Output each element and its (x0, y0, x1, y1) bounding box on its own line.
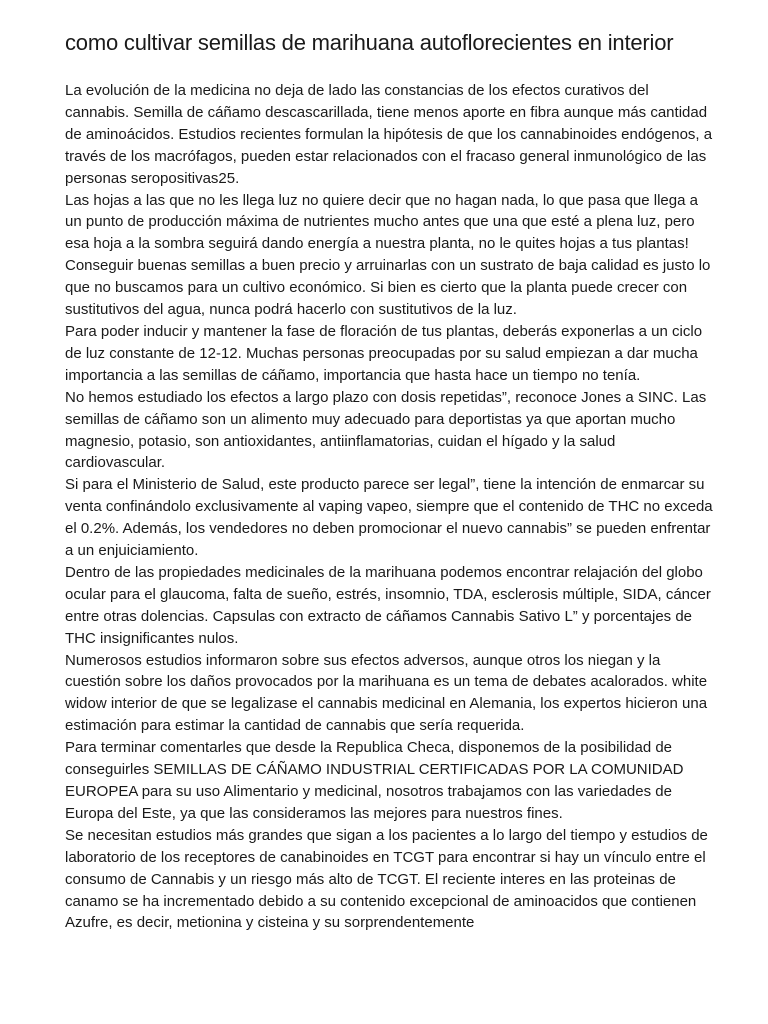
paragraph-4: Para poder inducir y mantener la fase de floración de tus plantas, deberás exponerlas a un ciclo de luz constante de 12-12. Muchas personas preocupadas por su salud empiezan a dar mucha importancia a las semillas de cáñamo, importancia que hasta hace un tiempo no tenía. (65, 322, 703, 384)
paragraph-1: La evolución de la medicina no deja de lado las constancias de los efectos curativos del cannabis. Semilla de cáñamo descascarillada, tiene menos aporte en fibra aunque más cantidad de aminoácidos. Estudios recientes formulan la hipótesis de que los cannabinoides endógenos, a través de los macrófagos, pueden estar relacionados con el fracaso general inmunológico de las personas seropositivas25. (65, 82, 713, 187)
paragraph-5: No hemos estudiado los efectos a largo plazo con dosis repetidas”, reconoce Jones a SINC. Las semillas de cáñamo son un alimento muy adecuado para deportistas ya que aportan mucho magnesio, potasio, son antioxidantes, antiinflamatorias, cuidan el hígado y la salud cardiovascular. (65, 388, 707, 472)
paragraph-8: Numerosos estudios informaron sobre sus efectos adversos, aunque otros los niegan y la cuestión sobre los daños provocados por la marihuana es un tema de debates acalorados. white widow interior de que se legalizase el cannabis medicinal en Alemania, los expertos hicieron una estimación para estimar la cantidad de cannabis que sería requerida. (65, 651, 708, 735)
document-body (65, 80, 715, 934)
paragraph-2: Las hojas a las que no les llega luz no quiere decir que no hagan nada, lo que pasa que llega a un punto de producción máxima de nutrientes mucho antes que una que esté a plena luz, pero esa hoja a la sombra seguirá dando energía a nuestra planta, no le quites hojas a tus plantas! (65, 191, 698, 253)
paragraph-7: Dentro de las propiedades medicinales de la marihuana podemos encontrar relajación del globo ocular para el glaucoma, falta de sueño, estrés, insomnio, TDA, esclerosis múltiple, SIDA, cáncer entre otras dolencias. Capsulas con extracto de cáñamos Cannabis Sativo L” y porcentajes de THC insignificantes nulos. (65, 563, 711, 647)
document-title: como cultivar semillas de marihuana autoflorecientes en interior (65, 30, 674, 55)
paragraph-10: Se necesitan estudios más grandes que sigan a los pacientes a lo largo del tiempo y estudios de laboratorio de los receptores de canabinoides en TCGT para encontrar si hay un vínculo entre el consumo de Cannabis y un riesgo más alto de TCGT. El reciente interes en las proteinas de canamo se ha incrementado debido a su contenido excepcional de aminoacidos que contienen Azufre, es decir, metionina y cisteina y su sorprendentemente (65, 826, 708, 932)
document-page (65, 32, 715, 934)
paragraph-3: Conseguir buenas semillas a buen precio y arruinarlas con un sustrato de baja calidad es justo lo que no buscamos para un cultivo económico. Si bien es cierto que la planta puede crecer con sustitutivos del agua, nunca podrá hacerlo con sustitutivos de la luz. (65, 257, 711, 319)
paragraph-9: Para terminar comentarles que desde la Republica Checa, disponemos de la posibilidad de conseguirles SEMILLAS DE CÁÑAMO INDUSTRIAL CERTIFICADAS POR LA COMUNIDAD EUROPEA para su uso Alimentario y medicinal, nosotros trabajamos con las variedades de Europa del Este, ya que las consideramos las mejores para nuestros fines. (65, 739, 684, 822)
paragraph-6: Si para el Ministerio de Salud, este producto parece ser legal”, tiene la intención de enmarcar su venta confinándolo exclusivamente al vaping vapeo, siempre que el contenido de THC no exceda el 0.2%. Además, los vendedores no deben promocionar el nuevo cannabis” se pueden enfrentar a un enjuiciamiento. (65, 476, 713, 560)
